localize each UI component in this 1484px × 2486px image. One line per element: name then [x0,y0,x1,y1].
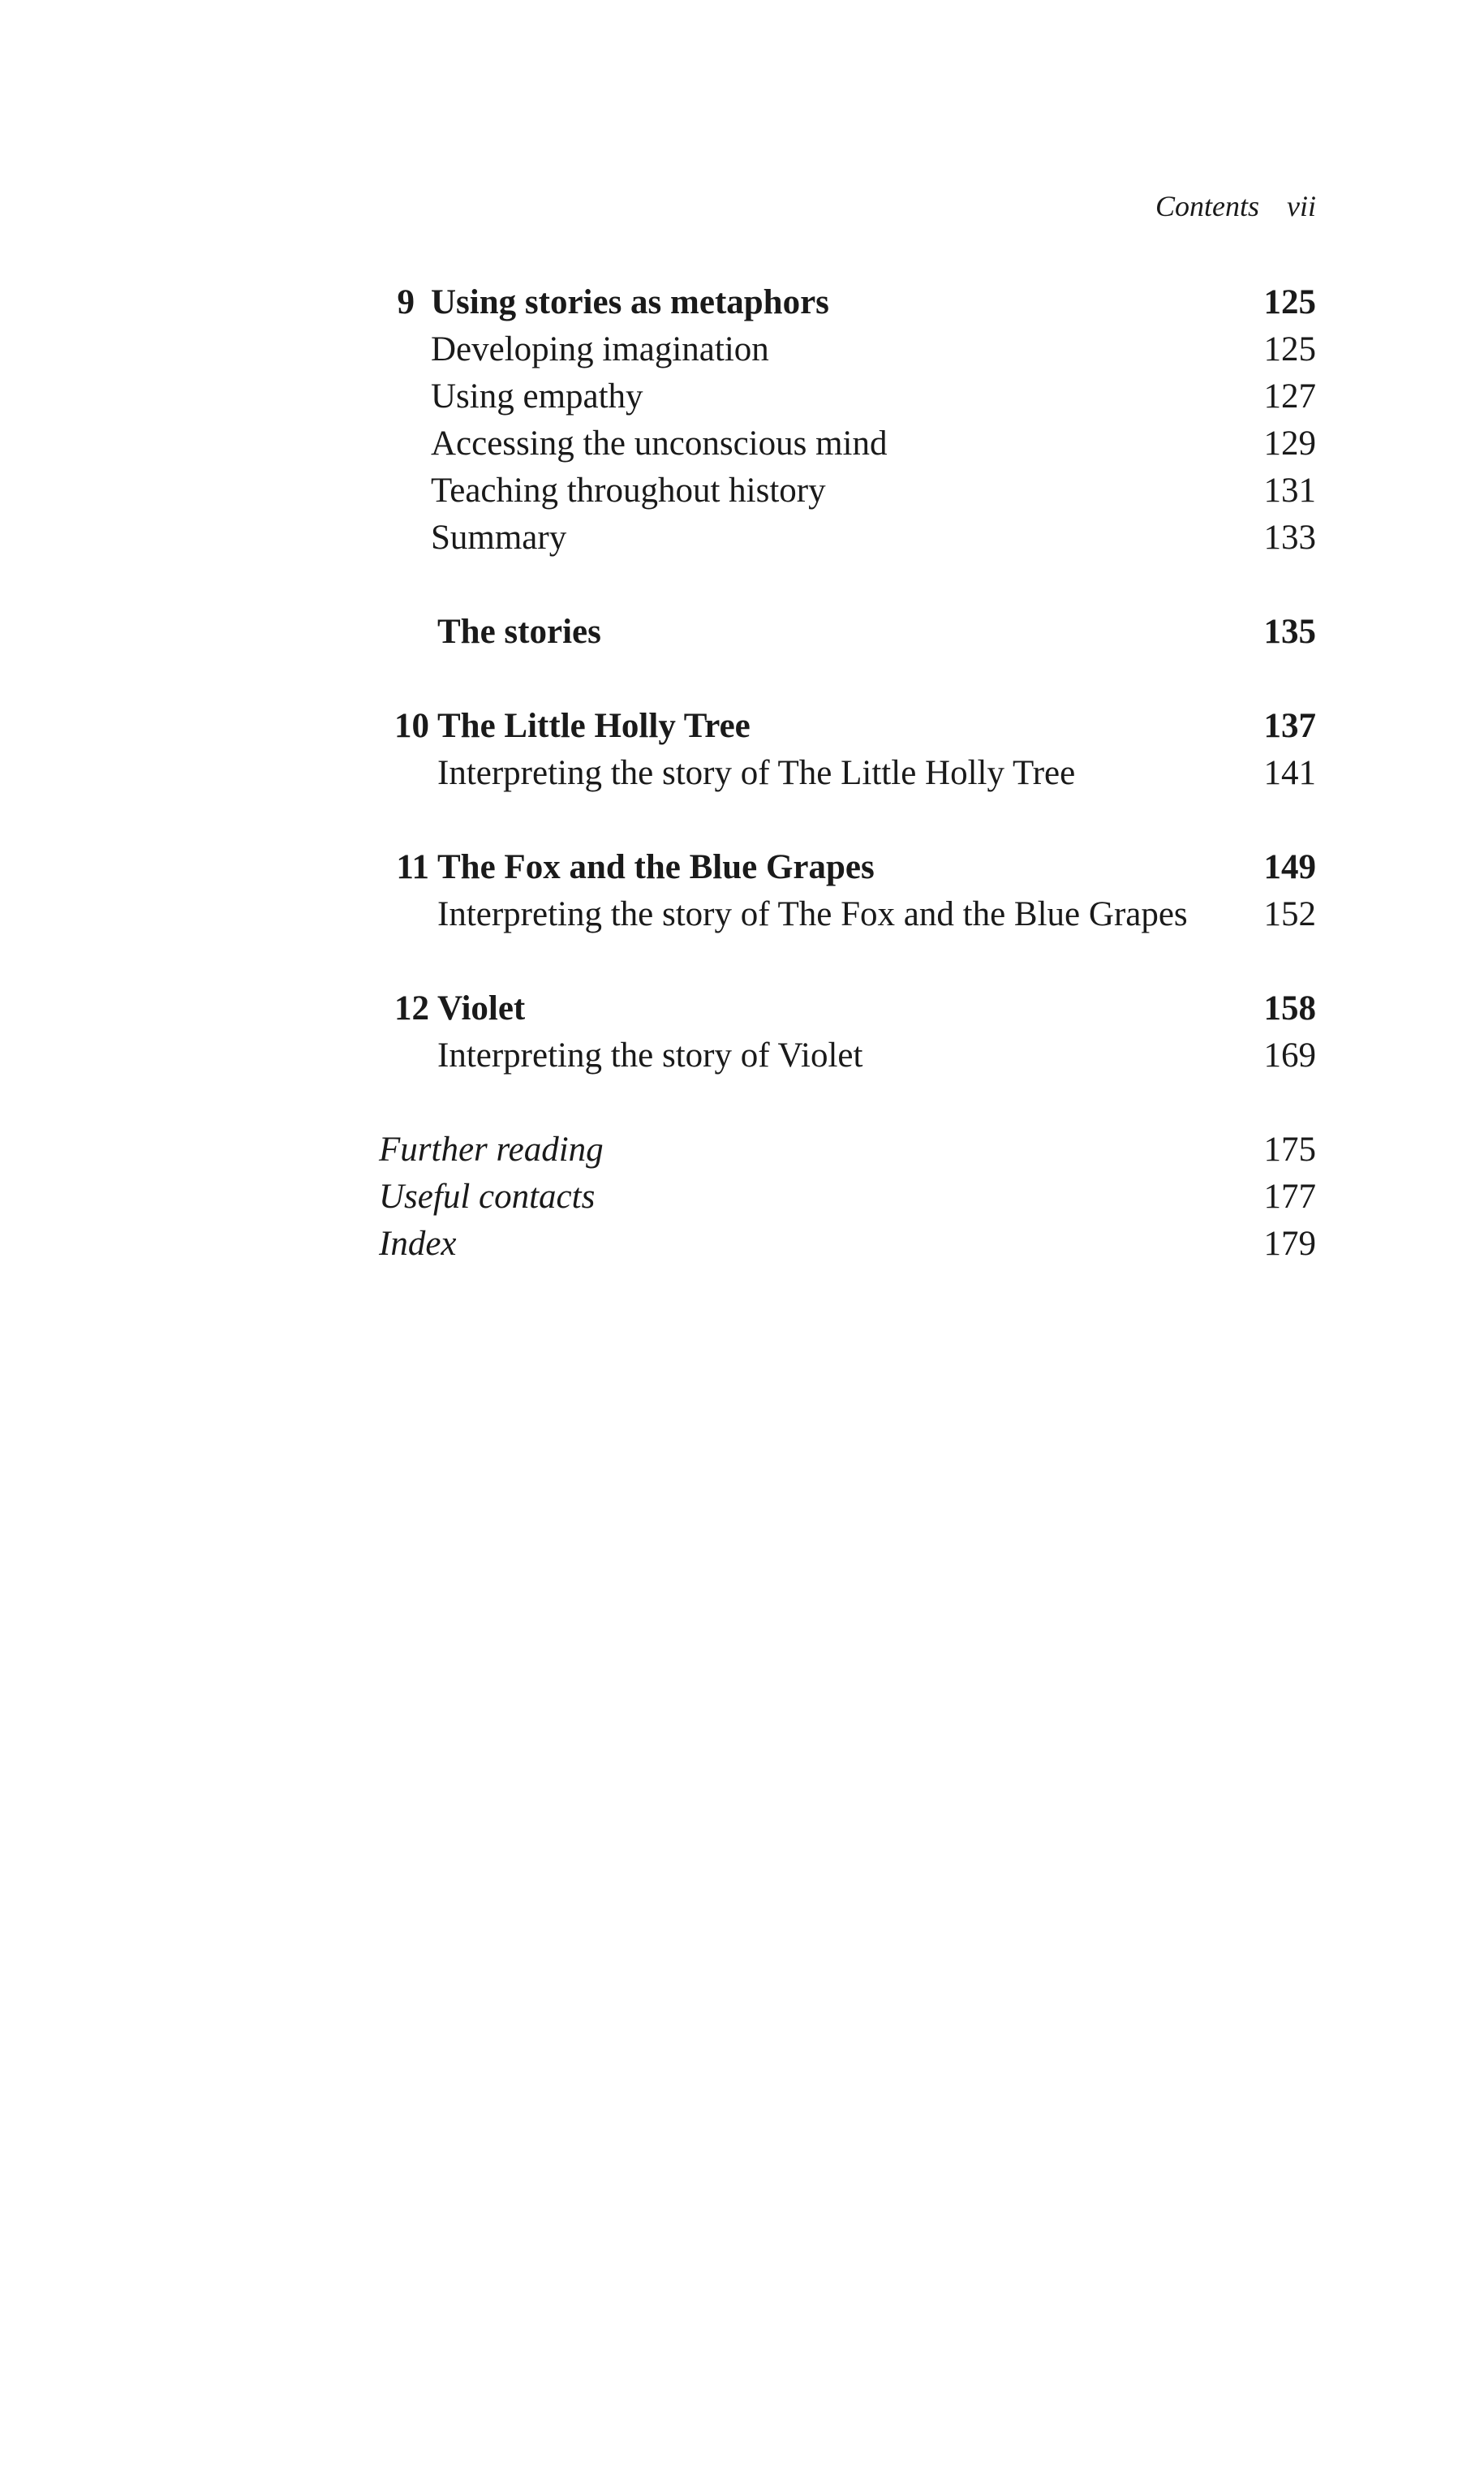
section-title: Interpreting the story of The Fox and the Blue Grapes [437,895,1188,933]
section-title: Interpreting the story of The Little Holly Tree [437,754,1076,792]
toc-chapter-9[interactable] [379,279,1316,326]
part-page: 135 [1263,613,1316,651]
chapter-title: Violet [437,989,526,1028]
section-page: 169 [1263,1036,1316,1075]
toc-section[interactable] [379,467,1316,515]
part-title: The stories [437,613,601,651]
back-matter-page: 179 [1263,1225,1316,1263]
toc-section[interactable] [379,891,1316,938]
toc-section[interactable] [379,515,1316,562]
chapter-title: The Little Holly Tree [437,707,751,745]
section-page: 125 [1263,330,1316,368]
toc-useful-contacts[interactable] [379,1174,1316,1221]
section-title: Teaching throughout history [431,472,826,510]
toc-index[interactable] [379,1221,1316,1268]
spacer [379,797,1316,844]
section-page: 152 [1263,895,1316,933]
toc-further-reading[interactable] [379,1127,1316,1174]
chapter-title: The Fox and the Blue Grapes [437,848,875,886]
chapter-number: 11 [396,848,429,886]
section-title: Accessing the unconscious mind [431,424,888,463]
chapter-number: 10 [394,707,429,745]
toc-section[interactable] [379,373,1316,420]
chapter-title: Using stories as metaphors [431,283,829,321]
toc-chapter-10[interactable] [379,703,1316,750]
chapter-number: 12 [394,989,429,1028]
toc-section[interactable] [379,750,1316,797]
back-matter-title: Further reading [379,1131,604,1169]
chapter-page: 125 [1263,283,1316,321]
back-matter-title: Useful contacts [379,1178,596,1216]
chapter-page: 137 [1263,707,1316,745]
table-of-contents [379,279,1316,1268]
spacer [379,938,1316,985]
toc-chapter-11[interactable] [379,844,1316,891]
running-head-label: Contents [1155,190,1260,222]
toc-chapter-12[interactable] [379,985,1316,1032]
section-page: 133 [1263,519,1316,557]
back-matter-title: Index [379,1225,457,1263]
section-page: 131 [1263,472,1316,510]
running-head [1155,187,1316,226]
chapter-number: 9 [397,283,415,321]
back-matter-page: 175 [1263,1131,1316,1169]
toc-section[interactable] [379,1032,1316,1079]
section-title: Developing imagination [431,330,769,368]
spacer [379,656,1316,703]
toc-section[interactable] [379,326,1316,373]
section-page: 141 [1263,754,1316,792]
toc-section[interactable] [379,420,1316,467]
section-page: 129 [1263,424,1316,463]
chapter-page: 149 [1263,848,1316,886]
spacer [379,562,1316,609]
section-page: 127 [1263,377,1316,416]
running-head-page-number: vii [1287,190,1316,222]
section-title: Summary [431,519,567,557]
back-matter-page: 177 [1263,1178,1316,1216]
toc-part-the-stories[interactable] [379,609,1316,656]
spacer [379,1079,1316,1127]
section-title: Using empathy [431,377,643,416]
section-title: Interpreting the story of Violet [437,1036,863,1075]
chapter-page: 158 [1263,989,1316,1028]
